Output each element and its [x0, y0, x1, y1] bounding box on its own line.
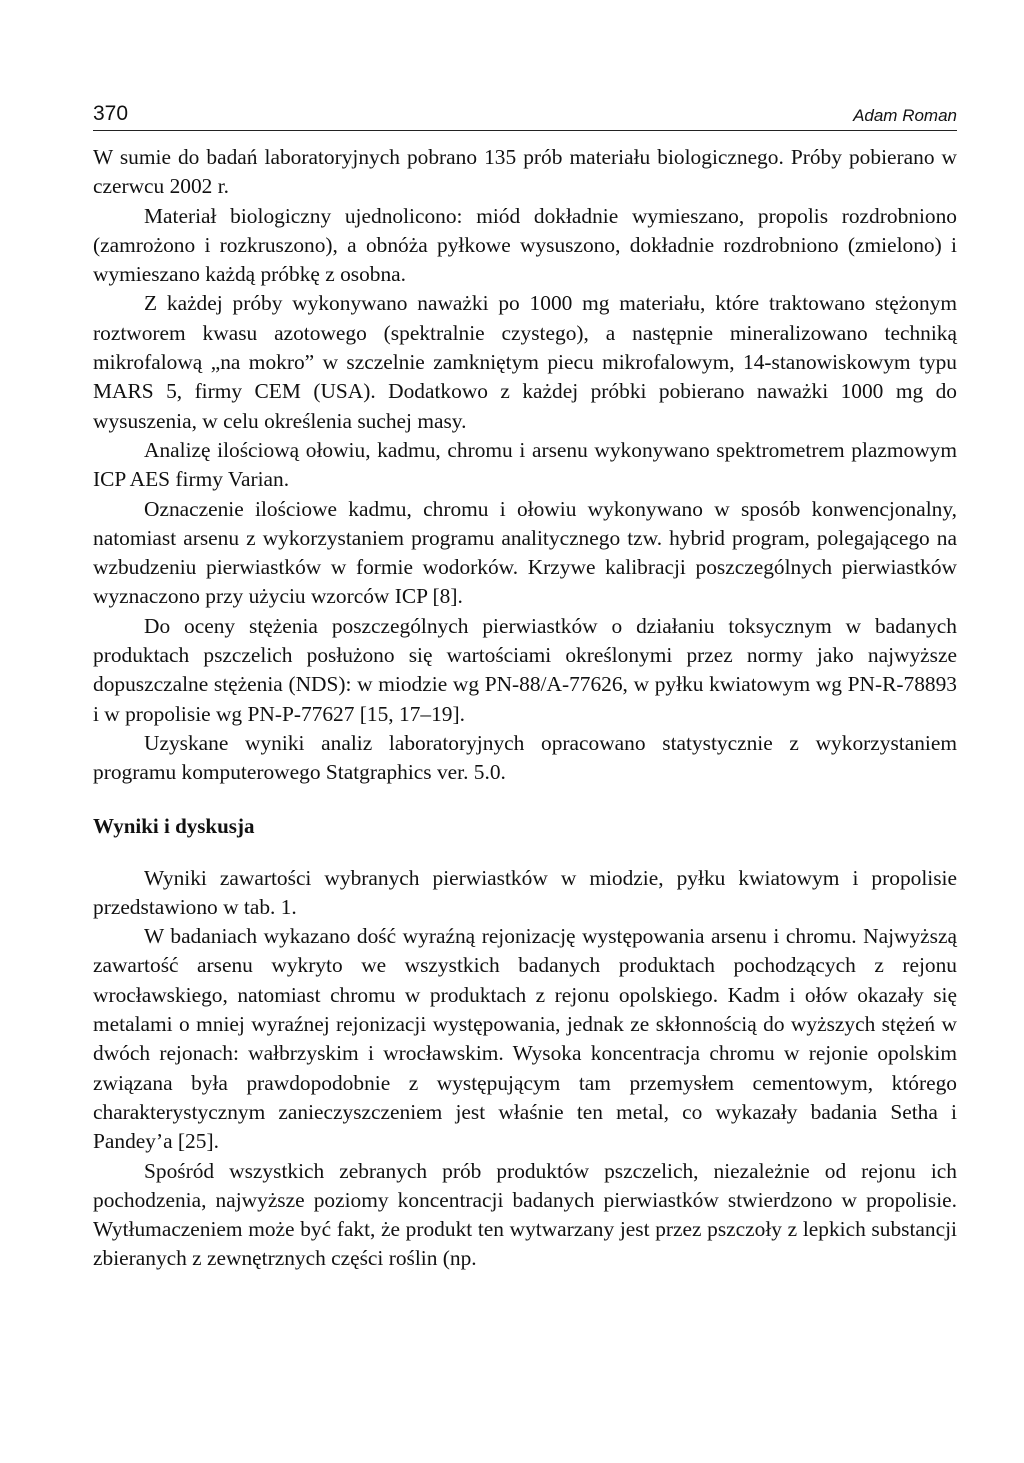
paragraph-results-intro: Wyniki zawartości wybranych pierwiastków w miodzie, pyłku kwiatowym i propolisie przedstawiono w tab. 1. [93, 865, 957, 919]
paragraph-regionalization: W badaniach wykazano dość wyraźną rejonizację występowania arsenu i chromu. Najwyższą zawartość arsenu wykryto we wszystkich badanych produktach pochodzących z rejonu wrocławskiego, natomiast chromu w produktach z rejonu opolskiego. Kadm i ołów okazały się metalami o mniej wyraźnej rejonizacji występowania, jednak ze skłonnością do wyższych stężeń w dwóch rejonach: wałbrzyskim i wrocławskim. Wysoka koncentracja chromu w rejonie opolskim związana była prawdopodobnie z występującym tam przemysłem cementowym, którego charakterystycznym zanieczyszczeniem jest właśnie ten metal, co wykazały badania Setha i Pandey’a [25]. [93, 924, 957, 1154]
paragraph-homogenization: Materiał biologiczny ujednolicono: miód dokładnie wymieszano, propolis rozdrobniono (zamrożono i rozkruszono), a obnóża pyłkowe wysuszono, dokładnie rozdrobniono (zmielono) i wymieszano każdą próbkę z osobna. [93, 203, 957, 287]
paragraph-mineralization: Z każdej próby wykonywano naważki po 1000 mg materiału, które traktowano stężonym roztworem kwasu azotowego (spektralnie czystego), a następnie mineralizowano techniką mikrofalową „na mokro” w szczelnie zamkniętym piecu mikrofalowym, 14-stanowiskowym typu MARS 5, firmy CEM (USA). Dodatkowo z każdej próbki pobierano naważki 1000 mg do wysuszenia, w celu określenia suchej masy. [93, 291, 957, 433]
running-head [93, 96, 957, 131]
paragraph-icp-analysis: Analizę ilościową ołowiu, kadmu, chromu i arsenu wykonywano spektrometrem plazmowym ICP AES firmy Varian. [93, 437, 957, 492]
section-heading: Wyniki i dyskusja [93, 813, 255, 838]
page [93, 96, 957, 1274]
paragraph-standards: Do oceny stężenia poszczególnych pierwiastków o działaniu toksycznym w badanych produktach pszczelich posłużono się wartościami określonymi przez normy jako najwyższe dopuszczalne stężenia (NDS): w miodzie wg PN-88/A-77626, w pyłku kwiatowym wg PN-R-78893 i w propolisie wg PN-P-77627 [15, 17–19]. [93, 613, 957, 726]
page-number: 370 [93, 102, 129, 125]
paragraph-sample-count: W sumie do badań laboratoryjnych pobrano 135 prób materiału biologicznego. Próby pobierano w czerwcu 2002 r. [93, 145, 957, 199]
running-author: Adam Roman [853, 106, 957, 125]
paragraph-propolis: Spośród wszystkich zebranych prób produktów pszczelich, niezależnie od rejonu ich pochodzenia, najwyższe poziomy koncentracji badanych pierwiastków stwierdzono w propolisie. Wytłumaczeniem może być fakt, że produkt ten wytwarzany jest przez pszczoły z lepkich substancji zbieranych z zewnętrznych części roślin (np. [93, 1158, 957, 1271]
paragraph-determination: Oznaczenie ilościowe kadmu, chromu i ołowiu wykonywano w sposób konwencjonalny, natomiast arsenu z wykorzystaniem programu analitycznego tzw. hybrid program, polegającego na wzbudzeniu pierwiastków w formie wodorków. Krzywe kalibracji poszczególnych pierwiastków wyznaczono przy użyciu wzorców ICP [8]. [93, 496, 957, 609]
paragraph-statistics: Uzyskane wyniki analiz laboratoryjnych opracowano statystycznie z wykorzystaniem programu komputerowego Statgraphics ver. 5.0. [93, 730, 957, 785]
body-text [93, 143, 957, 1274]
